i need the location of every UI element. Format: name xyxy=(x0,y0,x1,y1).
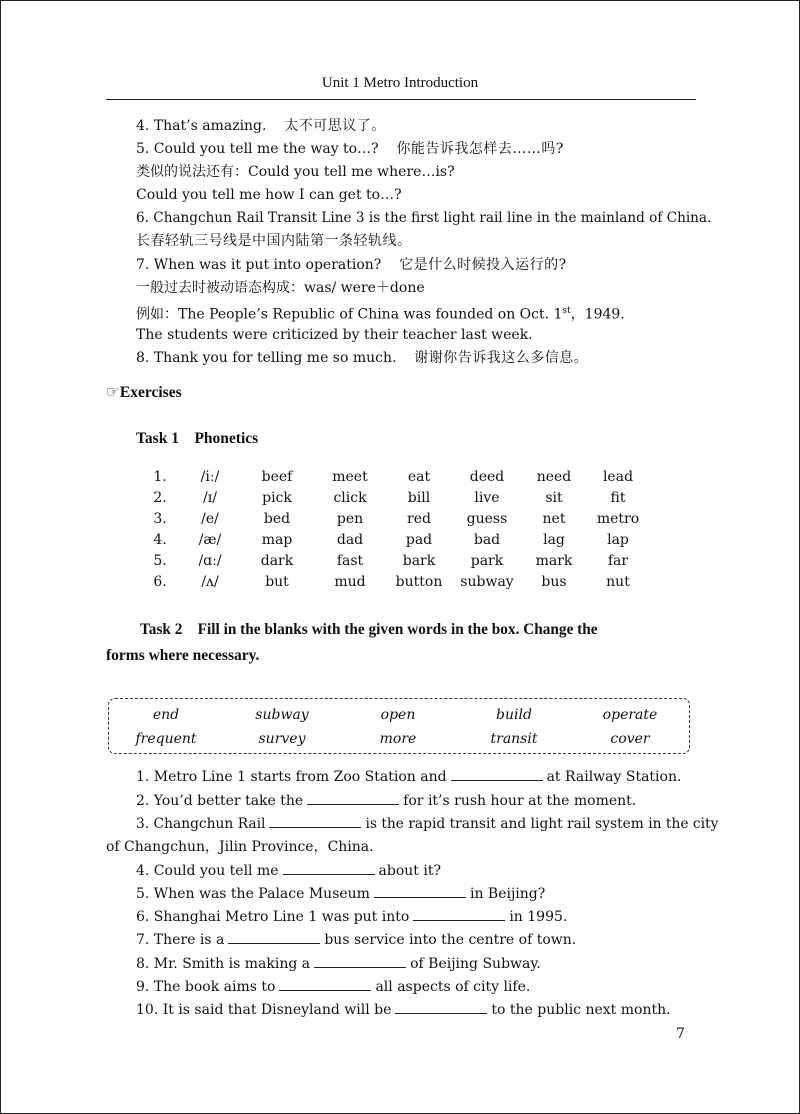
phonetics-word: beef xyxy=(261,468,293,485)
sentence-2 xyxy=(136,792,636,810)
phonetics-word: but xyxy=(265,573,289,590)
sentence-text: 2. You’d better take the xyxy=(136,793,304,809)
note-5-en: 5. Could you tell me the way to…? xyxy=(136,141,379,157)
phonetics-word: subway xyxy=(460,573,514,590)
row-number: 2. xyxy=(153,489,167,506)
header-rule xyxy=(106,99,696,100)
sentence-text: 4. Could you tell me xyxy=(136,863,279,879)
phonetics-word: deed xyxy=(469,468,505,485)
answer-blank[interactable] xyxy=(413,908,505,921)
phonetics-word: eat xyxy=(407,468,431,485)
note-7 xyxy=(136,256,567,274)
phonetics-word: bad xyxy=(473,531,501,548)
sentence-text: 1. Metro Line 1 starts from Zoo Station and xyxy=(136,769,447,785)
phonetics-word: net xyxy=(542,510,566,527)
sentence-text: for it’s rush hour at the moment. xyxy=(403,793,637,809)
sentence-3 xyxy=(136,815,718,833)
phonetic-symbol: /ɪ/ xyxy=(203,489,217,506)
note-5-zh: 你能告诉我怎样去……吗? xyxy=(396,141,564,157)
running-header: Unit 1 Metro Introduction xyxy=(321,75,479,91)
phonetics-word: pad xyxy=(405,531,433,548)
task2-title-line1: Task 2 Fill in the blanks with the given words in the box. Change the xyxy=(140,621,598,638)
sentence-text: 8. Mr. Smith is making a xyxy=(136,956,311,972)
sentence-text: bus service into the centre of town. xyxy=(324,932,577,948)
phonetic-symbol: /ɑː/ xyxy=(198,552,222,569)
word-box-row-1 xyxy=(108,707,688,723)
sentence-text: 7. There is a xyxy=(136,932,225,948)
sentence-text: about it? xyxy=(378,863,441,879)
sentence-text: of Beijing Subway. xyxy=(410,956,541,972)
note-8-en: 8. Thank you for telling me so much. xyxy=(136,350,397,366)
answer-blank[interactable] xyxy=(307,792,399,805)
word-box-item: end xyxy=(152,707,180,723)
note-6: 6. Changchun Rail Transit Line 3 is the first light rail line in the mainland of China. xyxy=(136,210,712,226)
sentence-text: 9. The book aims to xyxy=(136,979,276,995)
phonetics-word: live xyxy=(474,489,500,506)
phonetics-word: lap xyxy=(607,531,629,548)
row-number: 6. xyxy=(153,573,167,590)
phonetics-table xyxy=(140,466,650,592)
sentence-7 xyxy=(136,931,576,949)
phonetic-symbol: /e/ xyxy=(201,510,219,527)
phonetics-row xyxy=(140,571,650,592)
sentence-text: to the public next month. xyxy=(491,1002,671,1018)
phonetic-symbol: /æ/ xyxy=(198,531,222,548)
answer-blank[interactable] xyxy=(269,815,361,828)
phonetics-word: bark xyxy=(402,552,436,569)
note-6-zh: 长春轻轨三号线是中国内陆第一条轻轨线。 xyxy=(136,233,412,249)
sentence-8 xyxy=(136,955,541,973)
word-box-item: build xyxy=(496,707,532,723)
answer-blank[interactable] xyxy=(451,768,543,781)
phonetics-word: click xyxy=(333,489,367,506)
phonetics-word: lead xyxy=(602,468,634,485)
note-example-2: The students were criticized by their teacher last week. xyxy=(136,327,533,343)
phonetics-row xyxy=(140,466,650,487)
note-8-zh: 谢谢你告诉我这么多信息。 xyxy=(414,350,589,366)
note-7-zh: 它是什么时候投入运行的? xyxy=(399,257,567,273)
sentence-text: at Railway Station. xyxy=(546,769,682,785)
phonetics-row xyxy=(140,550,650,571)
sentence-1 xyxy=(136,768,681,786)
sentence-text: all aspects of city life. xyxy=(375,979,531,995)
answer-blank[interactable] xyxy=(228,931,320,944)
answer-blank[interactable] xyxy=(279,978,371,991)
phonetics-word: button xyxy=(395,573,443,590)
phonetics-word: red xyxy=(407,510,431,527)
phonetics-word: park xyxy=(470,552,504,569)
phonetic-symbol: /iː/ xyxy=(200,468,220,485)
exercises-heading xyxy=(106,383,182,402)
word-box-row-2 xyxy=(108,731,688,747)
word-box-item: survey xyxy=(258,731,306,747)
answer-blank[interactable] xyxy=(395,1001,487,1014)
phonetics-word: pen xyxy=(336,510,364,527)
note-4-en: 4. That’s amazing. xyxy=(136,118,267,134)
phonetics-word: mud xyxy=(334,573,366,590)
word-box-item: cover xyxy=(610,731,650,747)
phonetics-word: map xyxy=(261,531,293,548)
phonetics-word: metro xyxy=(596,510,640,527)
answer-blank[interactable] xyxy=(283,862,375,875)
sentence-text: 10. It is said that Disneyland will be xyxy=(136,1002,392,1018)
sentence-4 xyxy=(136,862,441,880)
phonetics-word: guess xyxy=(466,510,508,527)
task1-title: Task 1 Phonetics xyxy=(136,430,259,447)
sentence-text: 3. Changchun Rail xyxy=(136,816,266,832)
phonetics-word: nut xyxy=(606,573,630,590)
phonetics-row xyxy=(140,529,650,550)
sentence-text: in 1995. xyxy=(509,909,568,925)
phonetics-word: mark xyxy=(535,552,573,569)
word-box-item: more xyxy=(379,731,417,747)
word-box-item: subway xyxy=(255,707,309,723)
sentence-text: is the rapid transit and light rail system in the city xyxy=(365,816,719,832)
sentence-6 xyxy=(136,908,567,926)
pointing-hand-icon: ☞ xyxy=(106,384,120,401)
note-similar-2: Could you tell me how I can get to…? xyxy=(136,187,402,203)
example-year: ，1949. xyxy=(570,306,625,323)
phonetics-word: far xyxy=(607,552,629,569)
sentence-text: 6. Shanghai Metro Line 1 was put into xyxy=(136,909,410,925)
phonetics-word: dad xyxy=(336,531,364,548)
example-superscript: st xyxy=(562,306,571,316)
answer-blank[interactable] xyxy=(314,955,406,968)
note-passive: 一般过去时被动语态构成：was/ were＋done xyxy=(136,280,425,296)
word-box-item: open xyxy=(380,707,416,723)
note-8 xyxy=(136,349,588,367)
sentence-9 xyxy=(136,978,530,996)
phonetics-word: fast xyxy=(336,552,364,569)
phonetics-word: bill xyxy=(407,489,431,506)
phonetics-word: bed xyxy=(263,510,291,527)
sentence-3-cont: of Changchun，Jilin Province，China. xyxy=(106,839,374,855)
phonetics-word: bus xyxy=(541,573,567,590)
phonetics-word: sit xyxy=(545,489,563,506)
example-text: 例如：The People’s Republic of China was founded on Oct. 1 xyxy=(136,306,563,323)
word-box-item: transit xyxy=(490,731,538,747)
note-similar: 类似的说法还有：Could you tell me where…is? xyxy=(136,164,455,180)
phonetics-word: fit xyxy=(610,489,626,506)
phonetics-word: need xyxy=(536,468,572,485)
sentence-text: 5. When was the Palace Museum xyxy=(136,886,370,902)
page-number: 7 xyxy=(676,1026,685,1042)
note-4 xyxy=(136,117,386,135)
phonetics-word: lag xyxy=(543,531,565,548)
phonetics-row xyxy=(140,508,650,529)
phonetics-word: meet xyxy=(332,468,368,485)
phonetics-word: dark xyxy=(260,552,294,569)
note-5 xyxy=(136,140,564,158)
phonetics-row xyxy=(140,487,650,508)
phonetics-word: pick xyxy=(262,489,292,506)
word-box-item: operate xyxy=(602,707,658,723)
sentence-10 xyxy=(136,1001,671,1019)
sentence-5 xyxy=(136,885,545,903)
row-number: 5. xyxy=(153,552,167,569)
row-number: 3. xyxy=(153,510,167,527)
note-example xyxy=(136,302,625,324)
task2-title-line2: forms where necessary. xyxy=(106,647,260,664)
note-7-en: 7. When was it put into operation? xyxy=(136,257,382,273)
phonetic-symbol: /ʌ/ xyxy=(201,573,219,590)
word-box-item: frequent xyxy=(135,731,197,747)
answer-blank[interactable] xyxy=(374,885,466,898)
row-number: 1. xyxy=(153,468,167,485)
note-4-zh: 太不可思议了。 xyxy=(284,118,386,134)
exercises-title: Exercises xyxy=(119,384,182,401)
row-number: 4. xyxy=(153,531,167,548)
sentence-text: in Beijing? xyxy=(469,886,546,902)
